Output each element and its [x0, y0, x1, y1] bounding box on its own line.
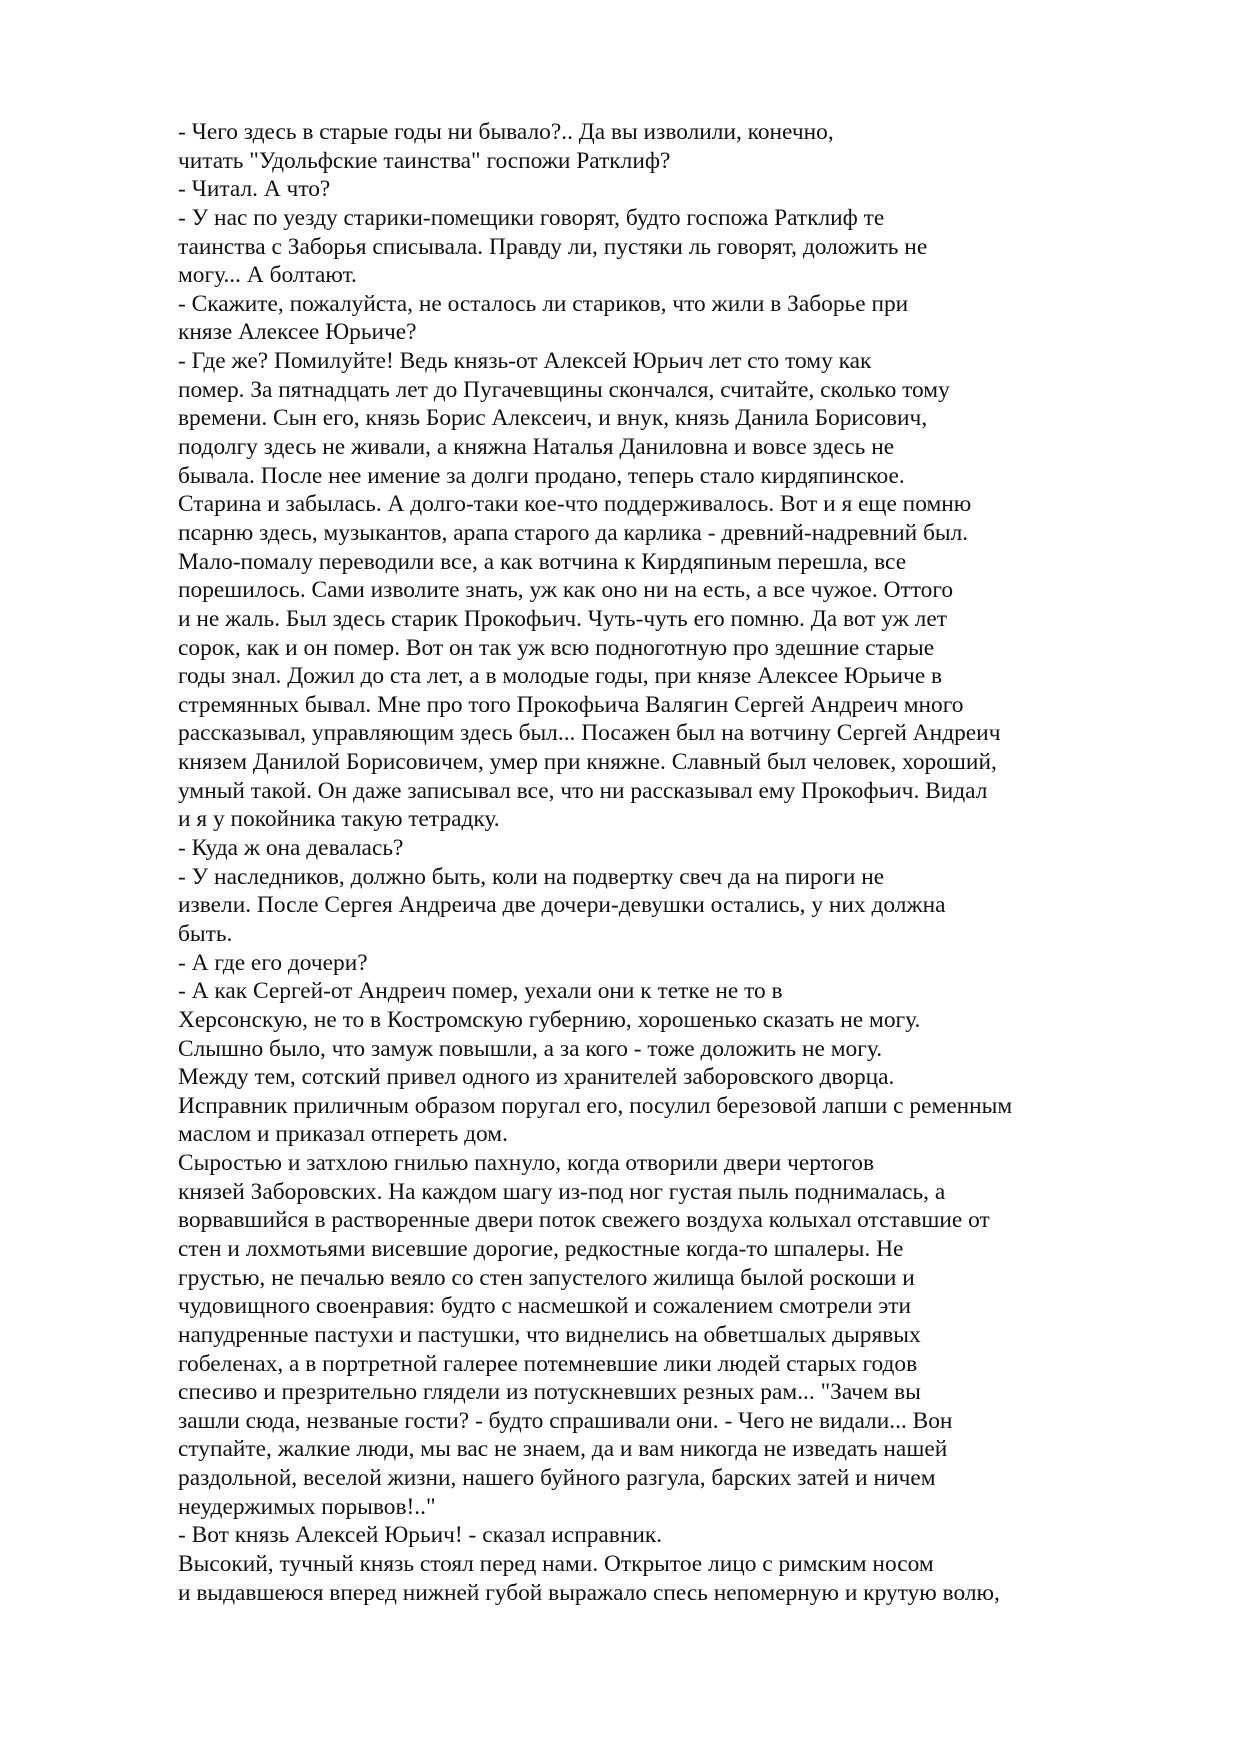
text-line: - А где его дочери? [178, 949, 368, 976]
text-line: князей Заборовских. На каждом шагу из-под ног густая пыль поднималась, а [178, 1178, 946, 1205]
text-line: и я у покойника такую тетрадку. [178, 806, 500, 833]
text-line: Херсонскую, не то в Костромскую губернию, хорошенько сказать не могу. [178, 1006, 921, 1033]
text-line: - Скажите, пожалуйста, не осталось ли стариков, что жили в Заборье при [178, 290, 909, 317]
text-line: Сыростью и затхлою гнилью пахнуло, когда отворили двери чертогов [178, 1150, 875, 1177]
text-line: псарню здесь, музыкантов, арапа старого да карлика - древний-надревний был. [178, 519, 969, 546]
document-text-block [178, 118, 1178, 1607]
text-line: Старина и забылась. А долго-таки кое-что поддерживалось. Вот и я еще помню [178, 491, 972, 518]
text-line: бывала. После нее имение за долги продано, теперь стало кирдяпинское. [178, 462, 905, 489]
text-line: грустью, не печалью веяло со стен запустелого жилища былой роскоши и [178, 1264, 915, 1291]
text-line: гобеленах, а в портретной галерее потемневшие лики людей старых годов [178, 1350, 918, 1377]
text-line: Исправник приличным образом поругал его, посулил березовой лапши с ременным [178, 1092, 1013, 1119]
text-line: - Чего здесь в старые годы ни бывало?.. Да вы изволили, конечно, [178, 119, 834, 145]
text-line: времени. Сын его, князь Борис Алексеич, и внук, князь Данила Борисович, [178, 405, 928, 432]
text-line: подолгу здесь не живали, а княжна Наталья Даниловна и вовсе здесь не [178, 434, 895, 461]
text-line: порешилось. Сами изволите знать, уж как оно ни на есть, а все чужое. Оттого [178, 577, 954, 604]
text-line: неудержимых порывов!.." [178, 1493, 436, 1520]
text-line: стен и лохмотьями висевшие дорогие, редкостные когда-то шпалеры. Не [178, 1235, 904, 1262]
text-line: Мало-помалу переводили все, а как вотчина к Кирдяпиным перешла, все [178, 548, 907, 575]
text-line: сорок, как и он помер. Вот он так уж всю подноготную про здешние старые [178, 634, 935, 661]
text-line: - А как Сергей-от Андреич помер, уехали они к тетке не то в [178, 978, 783, 1005]
text-line: годы знал. Дожил до ста лет, а в молодые годы, при князе Алексее Юрьиче в [178, 663, 943, 690]
text-line: таинства с Заборья списывала. Правду ли, пустяки ль говорят, доложить не [178, 233, 928, 260]
text-line: могу... А болтают. [178, 262, 357, 289]
text-line: умный такой. Он даже записывал все, что ни рассказывал ему Прокофьич. Видал [178, 777, 988, 804]
text-line: и выдавшеюся вперед нижней губой выражало спесь непомерную и крутую волю, [178, 1579, 1000, 1606]
text-line: - У наследников, должно быть, коли на подвертку свеч да на пироги не [178, 863, 885, 890]
text-line: - Куда ж она девалась? [178, 835, 404, 862]
text-line: стремянных бывал. Мне про того Прокофьича Валягин Сергей Андреич много [178, 691, 964, 718]
text-line: читать "Удольфские таинства" госпожи Ратклиф? [178, 147, 671, 174]
text-line: Между тем, сотский привел одного из хранителей заборовского дворца. [178, 1064, 895, 1091]
text-line: рассказывал, управляющим здесь был... Посажен был на вотчину Сергей Андреич [178, 720, 1001, 747]
text-line: извели. После Сергея Андреича две дочери-девушки остались, у них должна [178, 892, 946, 919]
text-line: помер. За пятнадцать лет до Пугачевщины скончался, считайте, сколько тому [178, 376, 950, 403]
text-line: князем Данилой Борисовичем, умер при княжне. Славный был человек, хороший, [178, 749, 997, 776]
text-line: Слышно было, что замуж повышли, а за кого - тоже доложить не могу. [178, 1035, 883, 1062]
text-line: - Где же? Помилуйте! Ведь князь-от Алексей Юрьич лет сто тому как [178, 348, 872, 375]
text-line: ворвавшийся в растворенные двери поток свежего воздуха колыхал отставшие от [178, 1207, 990, 1234]
text-line: и не жаль. Был здесь старик Прокофьич. Чуть-чуть его помню. Да вот уж лет [178, 605, 947, 632]
text-line: ступайте, жалкие люди, мы вас не знаем, да и вам никогда не изведать нашей [178, 1436, 948, 1463]
text-line: зашли сюда, незваные гости? - будто спрашивали они. - Чего не видали... Вон [178, 1407, 953, 1434]
text-line: раздольной, веселой жизни, нашего буйного разгула, барских затей и ничем [178, 1465, 936, 1492]
text-line: - Вот князь Алексей Юрьич! - сказал исправник. [178, 1522, 663, 1549]
text-line: маслом и приказал отпереть дом. [178, 1121, 508, 1148]
text-line: - Читал. А что? [178, 176, 331, 203]
text-line: Высокий, тучный князь стоял перед нами. Открытое лицо с римским носом [178, 1551, 934, 1578]
text-line: - У нас по уезду старики-помещики говорят, будто госпожа Ратклиф те [178, 204, 885, 231]
text-line: князе Алексее Юрьиче? [178, 319, 417, 346]
text-line: чудовищного своенравия: будто с насмешкой и сожалением смотрели эти [178, 1293, 912, 1320]
text-line: напудренные пастухи и пастушки, что виднелись на обветшалых дырявых [178, 1321, 921, 1348]
text-line: спесиво и презрительно глядели из потускневших резных рам... "Зачем вы [178, 1379, 921, 1406]
text-line: быть. [178, 920, 233, 947]
